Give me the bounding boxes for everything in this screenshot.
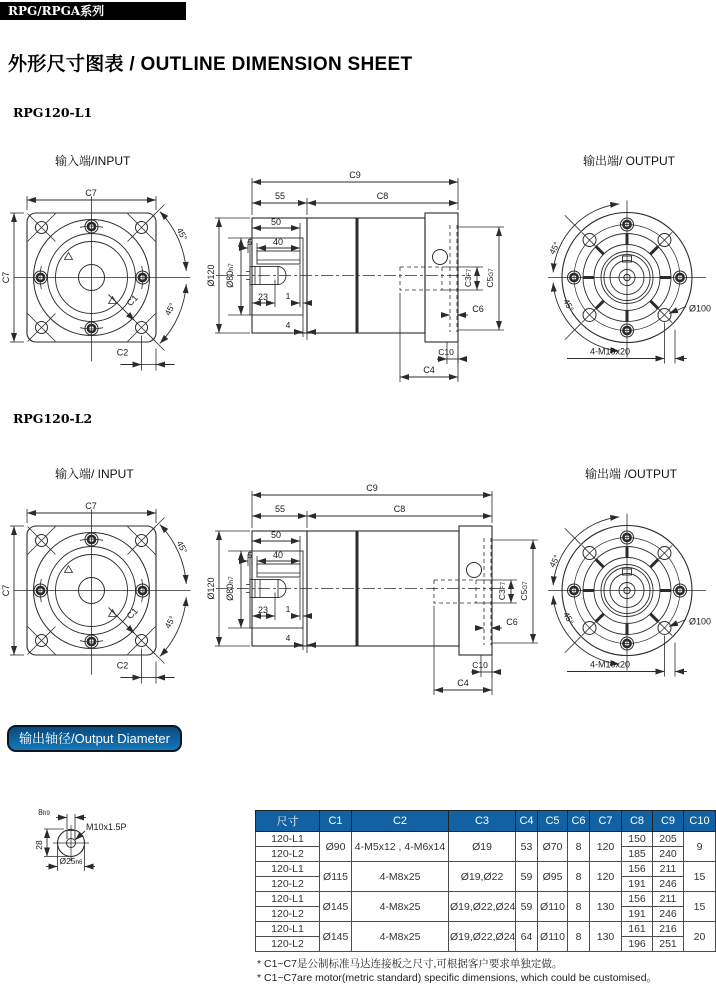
l2-input-view-title: 输入端/ INPUT xyxy=(55,467,134,481)
column-header: C2 xyxy=(352,811,449,832)
table-cell: Ø110 xyxy=(538,922,568,952)
table-cell: 211 xyxy=(653,892,684,907)
dim-label: C9 xyxy=(349,170,361,180)
table-cell: Ø19 xyxy=(449,832,516,862)
dim-label: 28 xyxy=(34,840,44,850)
drawing-rpg120-l1-output-view xyxy=(547,201,711,364)
dim-label: C7 xyxy=(85,501,97,511)
table-cell: Ø19,Ø22,Ø24 xyxy=(449,892,516,922)
dim-label: 4 xyxy=(285,633,291,643)
dim-label: 40 xyxy=(272,550,284,560)
dim-label: 1 xyxy=(285,291,291,301)
table-cell: 64 xyxy=(516,922,538,952)
table-cell: 120-L2 xyxy=(256,877,320,892)
table-cell: 120-L1 xyxy=(256,832,320,847)
series-tag-bar: RPG/RPGA系列 xyxy=(0,2,186,20)
dim-label: 45° xyxy=(162,614,178,631)
dim-label: C7 xyxy=(1,271,11,284)
table-cell: 8 xyxy=(568,922,590,952)
table-cell: 9 xyxy=(684,832,716,862)
dim-label: Ø100 xyxy=(689,303,712,314)
column-header: C4 xyxy=(516,811,538,832)
drawing-rpg120-l2-output-view xyxy=(547,514,711,677)
drawing-rpg120-l2-input-view xyxy=(1,501,191,684)
table-cell: Ø145 xyxy=(320,892,352,922)
drawing-output-shaft-section xyxy=(34,807,127,871)
dim-label: 50 xyxy=(270,217,282,227)
table-cell: 8 xyxy=(568,892,590,922)
table-cell: 130 xyxy=(590,892,622,922)
dimension-table xyxy=(255,810,716,952)
table-cell: Ø110 xyxy=(538,892,568,922)
dim-label: 45° xyxy=(162,301,178,318)
table-cell: 156 xyxy=(622,892,653,907)
dim-label: C2 xyxy=(116,347,129,358)
table-cell: 8 xyxy=(568,862,590,892)
dim-label: C8 xyxy=(376,191,389,201)
column-header: C9 xyxy=(653,811,684,832)
model-label-rpg120-l2: RPG120-L2 xyxy=(13,411,93,426)
table-cell: 120-L2 xyxy=(256,847,320,862)
dim-label: C5G7 xyxy=(519,581,529,601)
dim-label: C9 xyxy=(366,483,378,493)
table-cell: 246 xyxy=(653,907,684,922)
table-cell: 205 xyxy=(653,832,684,847)
dim-label: C10 xyxy=(438,347,454,357)
dim-label: C5G7 xyxy=(485,268,495,288)
column-header: 尺寸 xyxy=(256,811,320,832)
column-header: C10 xyxy=(684,811,716,832)
table-row xyxy=(256,832,716,847)
table-cell: Ø145 xyxy=(320,922,352,952)
dim-label: 45° xyxy=(561,610,577,627)
table-cell: Ø90 xyxy=(320,832,352,862)
footnote: * C1~C7are motor(metric standard) specific dimensions, which could be customised。 xyxy=(257,972,658,984)
table-cell: 20 xyxy=(684,922,716,952)
table-cell: 4-M5x12 , 4-M6x14 xyxy=(352,832,449,862)
dim-label: 4 xyxy=(285,320,291,330)
table-cell: 191 xyxy=(622,877,653,892)
dim-label: Ø80h7 xyxy=(225,263,235,288)
table-cell: 15 xyxy=(684,892,716,922)
table-cell: Ø19,Ø22,Ø24 xyxy=(449,922,516,952)
dim-label: 55 xyxy=(274,191,286,201)
dim-label: C10 xyxy=(472,660,488,670)
table-cell: 8 xyxy=(568,832,590,862)
dim-label: C7 xyxy=(85,188,97,198)
dim-label: C3F7 xyxy=(463,268,473,288)
dim-label: 4-M10x20 xyxy=(589,659,631,670)
table-cell: 120 xyxy=(590,862,622,892)
dim-label: 8h9 xyxy=(38,807,50,817)
dim-label: 45° xyxy=(174,226,190,243)
dim-label: 45° xyxy=(546,553,562,570)
table-cell: 251 xyxy=(653,937,684,952)
dim-label: Ø100 xyxy=(689,616,712,627)
table-cell: 120-L1 xyxy=(256,922,320,937)
dim-label: 45° xyxy=(174,539,190,556)
table-cell: 161 xyxy=(622,922,653,937)
table-cell: 191 xyxy=(622,907,653,922)
table-cell: 4-M8x25 xyxy=(352,922,449,952)
column-header: C6 xyxy=(568,811,590,832)
output-diameter-badge: 输出轴径/Output Diameter xyxy=(7,725,182,752)
dim-label: Ø25h6 xyxy=(59,856,83,866)
dim-label: Ø120 xyxy=(206,264,216,287)
table-cell: 120-L2 xyxy=(256,937,320,952)
dim-label: C3F7 xyxy=(497,581,507,601)
table-cell: 53 xyxy=(516,832,538,862)
column-header: C3 xyxy=(449,811,516,832)
dim-label: C7 xyxy=(1,584,11,597)
l2-output-view-title: 输出端 /OUTPUT xyxy=(585,467,677,481)
table-row xyxy=(256,922,716,937)
table-header-row xyxy=(256,811,716,832)
table-cell: 150 xyxy=(622,832,653,847)
footnote: * C1~C7是公制标准马达连接板之尺寸,可根据客户要求单独定做。 xyxy=(257,958,563,970)
table-cell: 130 xyxy=(590,922,622,952)
dim-label: 40 xyxy=(272,237,284,247)
column-header: C5 xyxy=(538,811,568,832)
dim-label: 45° xyxy=(546,240,562,257)
dim-label: Ø80h7 xyxy=(225,576,235,601)
drawing-rpg120-l1-side-view xyxy=(206,170,504,382)
dim-label: C1 xyxy=(124,605,140,621)
table-row xyxy=(256,892,716,907)
dim-label: 50 xyxy=(270,530,282,540)
dim-label: M10x1.5P xyxy=(86,822,127,832)
table-cell: Ø95 xyxy=(538,862,568,892)
dim-label: C8 xyxy=(393,504,406,514)
dim-label: C2 xyxy=(116,660,129,671)
dim-label: 23 xyxy=(257,292,269,302)
dim-label: 45° xyxy=(561,297,577,314)
l1-output-view-title: 输出端/ OUTPUT xyxy=(583,154,675,168)
table-cell: 4-M8x25 xyxy=(352,862,449,892)
table-cell: 216 xyxy=(653,922,684,937)
model-label-rpg120-l1: RPG120-L1 xyxy=(13,105,93,120)
dim-label: 5 xyxy=(247,550,253,560)
table-row xyxy=(256,862,716,877)
table-cell: 240 xyxy=(653,847,684,862)
table-cell: Ø115 xyxy=(320,862,352,892)
table-cell: 120-L2 xyxy=(256,907,320,922)
table-cell: 59 xyxy=(516,892,538,922)
dim-label: C6 xyxy=(506,617,518,627)
drawing-rpg120-l2-side-view xyxy=(206,483,538,695)
table-cell: 211 xyxy=(653,862,684,877)
table-cell: 185 xyxy=(622,847,653,862)
dim-label: C6 xyxy=(472,304,484,314)
table-cell: Ø19,Ø22 xyxy=(449,862,516,892)
table-cell: 15 xyxy=(684,862,716,892)
column-header: C7 xyxy=(590,811,622,832)
column-header: C1 xyxy=(320,811,352,832)
table-cell: 196 xyxy=(622,937,653,952)
table-cell: 4-M8x25 xyxy=(352,892,449,922)
table-cell: 59 xyxy=(516,862,538,892)
dim-label: 4-M10x20 xyxy=(589,346,631,357)
table-cell: Ø70 xyxy=(538,832,568,862)
column-header: C8 xyxy=(622,811,653,832)
dim-label: 55 xyxy=(274,504,286,514)
drawing-rpg120-l1-input-view xyxy=(1,188,191,371)
dim-label: C4 xyxy=(457,678,469,688)
page-title: 外形尺寸图表 / OUTLINE DIMENSION SHEET xyxy=(8,54,413,75)
l1-input-view-title: 输入端/INPUT xyxy=(55,154,131,168)
dim-label: C4 xyxy=(423,365,435,375)
table-cell: 120 xyxy=(590,832,622,862)
table-cell: 156 xyxy=(622,862,653,877)
dim-label: Ø120 xyxy=(206,577,216,600)
dim-label: 23 xyxy=(257,605,269,615)
dim-label: 5 xyxy=(247,237,253,247)
dim-label: 1 xyxy=(285,604,291,614)
table-cell: 246 xyxy=(653,877,684,892)
dim-label: C1 xyxy=(124,292,140,308)
table-cell: 120-L1 xyxy=(256,892,320,907)
table-cell: 120-L1 xyxy=(256,862,320,877)
